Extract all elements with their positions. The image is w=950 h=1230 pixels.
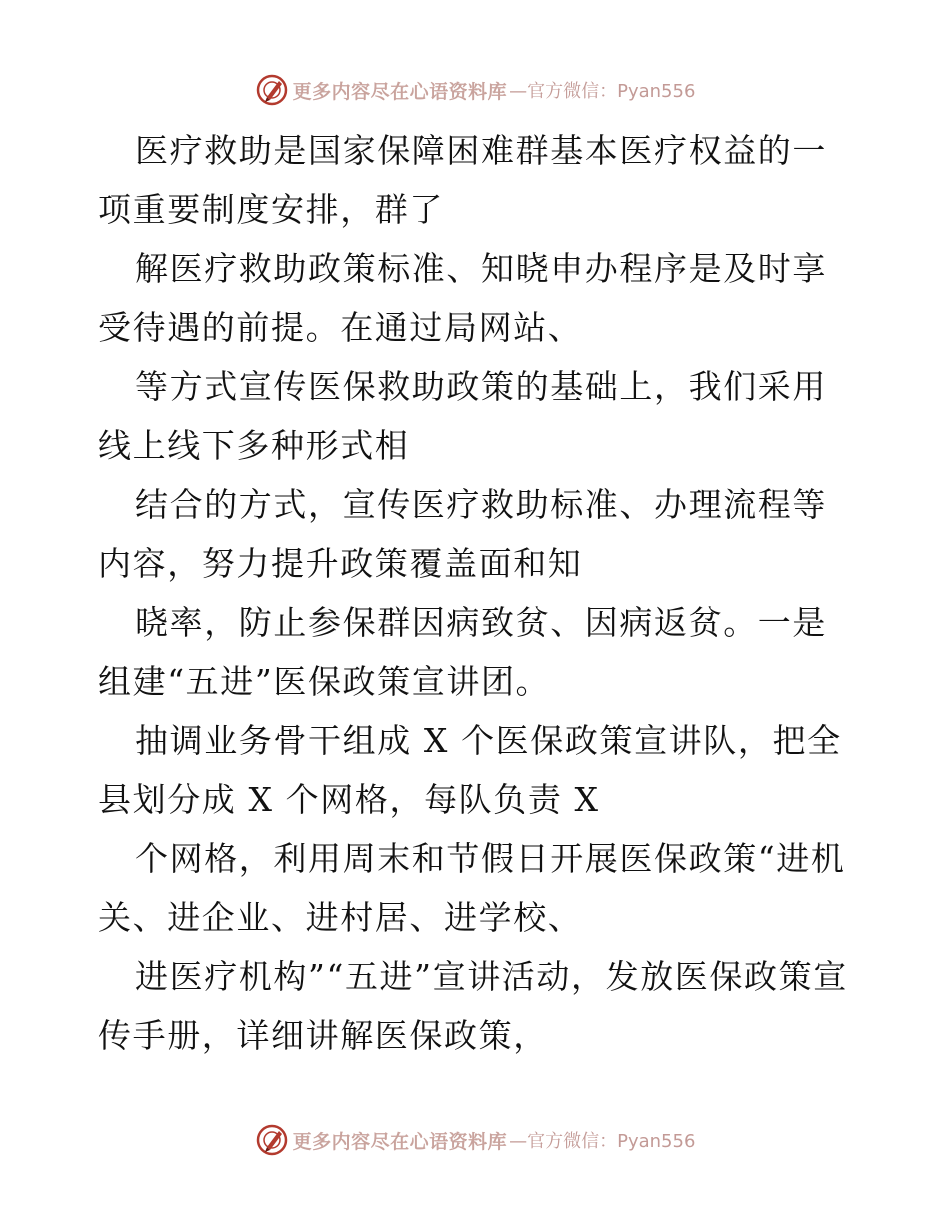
pen-logo-icon <box>255 1123 289 1157</box>
paragraph: 晓率，防止参保群因病致贫、因病返贫。一是组建“五进”医保政策宣讲团。 <box>98 603 827 701</box>
paragraph: 等方式宣传医保救助政策的基础上，我们采用线上线下多种形式相 <box>98 367 827 465</box>
footer-wechat-text: —官方微信：Pyan556 <box>509 1131 696 1152</box>
pen-logo-icon <box>255 73 289 107</box>
paragraph: 结合的方式，宣传医疗救助标准、办理流程等内容，努力提升政策覆盖面和知 <box>98 485 827 583</box>
paragraph: 进医疗机构”“五进”宣讲活动，发放医保政策宣传手册，详细讲解医保政策， <box>98 957 848 1055</box>
paragraph: 解医疗救助政策标准、知晓申办程序是及时享受待遇的前提。在通过局网站、 <box>98 249 827 347</box>
footer-banner <box>0 1120 950 1160</box>
header-wechat-text: —官方微信：Pyan556 <box>509 81 696 102</box>
footer-brand-text: 更多内容尽在心语资料库 <box>292 1130 508 1153</box>
paragraph: 医疗救助是国家保障困难群基本医疗权益的一项重要制度安排，群了 <box>98 131 827 229</box>
header-brand-text: 更多内容尽在心语资料库 <box>292 80 508 103</box>
document-body <box>98 121 856 1065</box>
paragraph: 个网格，利用周末和节假日开展医保政策“进机关、进企业、进村居、进学校、 <box>98 839 846 937</box>
paragraph: 抽调业务骨干组成 X 个医保政策宣讲队，把全县划分成 X 个网格，每队负责 X <box>98 721 842 819</box>
header-banner <box>0 70 950 110</box>
